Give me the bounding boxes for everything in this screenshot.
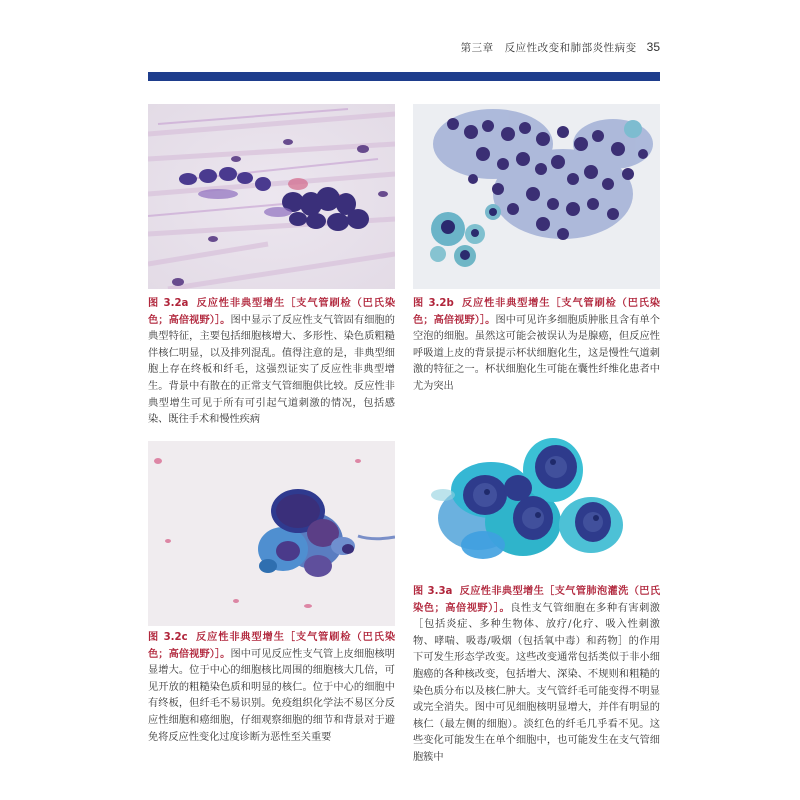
page-number: 35 [646, 40, 660, 54]
figure-3-2a-caption [148, 296, 395, 429]
figure-3-2c-title: 反应性非典型增生［支气管刷检（巴氏染色；高倍视野）］。 [148, 632, 396, 660]
figure-3-2b-title: 反应性非典型增生［支气管刷检（巴氏染色；高倍视野）］。 [413, 298, 660, 326]
figure-3-2c-text: 图中可见反应性支气管上皮细胞核明显增大。位于中心的细胞核比周围的细胞核大几倍，可见开放的粗糙染色质和明显的核仁。位于中心的细胞中有终板，但纤毛不易识别。免疫组织化学法不易区分反应性细胞和癌细胞，仔细观察细胞的细节和背景对于避免将反应性变化过度诊断为恶性至关重要 [148, 648, 395, 743]
header-rule-bar [148, 72, 660, 81]
figure-3-2b-image [413, 104, 660, 289]
chapter-title: 第三章 反应性改变和肺部炎性病变 [460, 42, 637, 54]
figure-3-3a-title: 反应性非典型增生［支气管肺泡灌洗（巴氏染色；高倍视野）］。 [413, 586, 661, 614]
figure-3-2c-caption [148, 630, 395, 746]
figure-3-2a-image [148, 104, 395, 289]
figure-3-3a-image [413, 400, 660, 578]
figure-3-2c-number: 图 3.2c [148, 632, 188, 643]
figure-3-2a-number: 图 3.2a [148, 298, 189, 309]
figure-3-2c-image [148, 441, 395, 626]
figure-3-2b-text: 图中可见许多细胞质肿胀且含有单个空泡的细胞。虽然这可能会被误认为是腺癌，但反应性呼吸道上皮的背景提示杯状细胞化生，这是慢性气道刺激的特征之一。杯状细胞化生可能在囊性纤维化患者中尤为突出 [413, 314, 660, 392]
figure-3-2b-caption [413, 296, 660, 396]
figure-3-3a-number: 图 3.3a [413, 586, 453, 597]
figure-3-3a-text: 良性支气管细胞在多种有害刺激［包括炎症、多种生物体、放疗/化疗、吸入性刺激物、哮喘、吸毒/吸烟（包括氧中毒）和药物］的作用下可发生形态学改变。这些改变通常包括类似于非小细胞癌的各种核改变，包括增大、深染、不规则和粗糙的染色质分布以及核仁肿大。支气管纤毛可能变得不明显或完全消失。图中可见细胞核明显增大，并伴有明显的核仁（最左侧的细胞）。淡红色的纤毛几乎看不见。这些变化可能发生在单个细胞中，也可能发生在支气管细胞簇中 [413, 602, 660, 763]
figure-3-3a-caption [413, 584, 660, 767]
figure-3-2a-text: 图中显示了反应性支气管固有细胞的典型特征，主要包括细胞核增大、多形性、染色质粗糙伴核仁明显，以及排列混乱。值得注意的是，非典型细胞上存在终板和纤毛，这强烈证实了反应性非典型增生。背景中有散在的正常支气管细胞供比较。反应性非典型增生可见于所有可引起气道刺激的情况，包括感染、既往手术和慢性疾病 [148, 314, 395, 426]
figure-3-2a-title: 反应性非典型增生［支气管刷检（巴氏染色；高倍视野）］。 [148, 298, 396, 326]
running-header [148, 40, 660, 54]
figure-3-2b-number: 图 3.2b [413, 298, 454, 309]
